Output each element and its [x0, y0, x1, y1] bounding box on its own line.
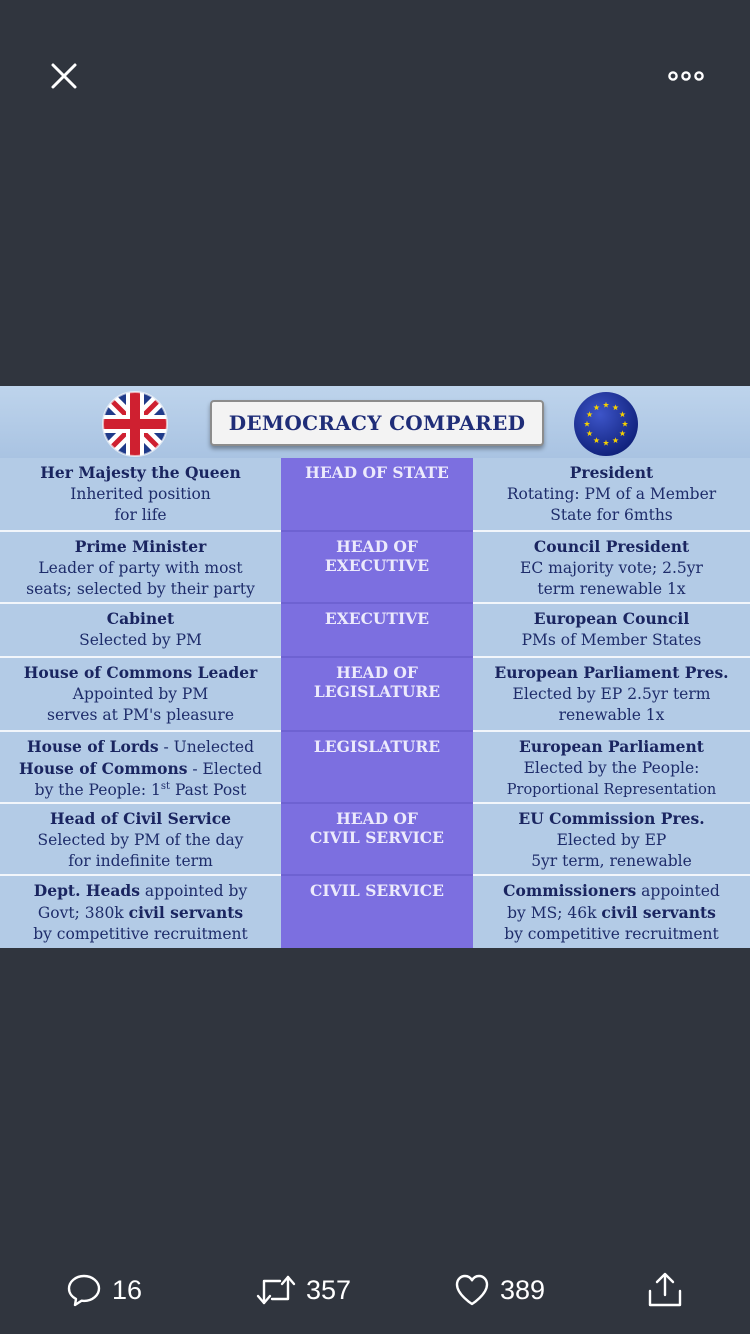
- more-icon: [668, 70, 704, 82]
- eu-detail: appointed: [636, 882, 720, 900]
- eu-detail: by MS; 46k: [507, 904, 602, 922]
- uk-detail: - Unelected: [158, 738, 255, 756]
- eu-cell: [473, 458, 750, 530]
- eu-detail: Proportional Representation: [506, 782, 717, 798]
- uk-cell: [0, 732, 281, 802]
- eu-detail: renewable 1x: [558, 706, 665, 724]
- eu-title: European Parliament Pres.: [494, 663, 729, 682]
- comparison-row-executive: [0, 604, 750, 656]
- uk-cell: [0, 458, 281, 530]
- category-label: [281, 804, 473, 874]
- uk-detail: Selected by PM of the day: [37, 831, 244, 849]
- uk-cell: [0, 658, 281, 730]
- retweet-count: 357: [306, 1274, 352, 1305]
- eu-detail: State for 6mths: [550, 506, 673, 524]
- category-text: LEGISLATURE: [313, 737, 441, 756]
- heart-icon: [454, 1273, 490, 1307]
- eu-cell: [473, 804, 750, 874]
- eu-title: Council President: [533, 537, 690, 556]
- reply-button[interactable]: [66, 1262, 142, 1318]
- eu-detail: by competitive recruitment: [504, 925, 719, 943]
- uk-flag-icon: [101, 390, 169, 458]
- eu-detail: PMs of Member States: [521, 631, 702, 649]
- uk-cell: [0, 532, 281, 602]
- eu-cell: [473, 732, 750, 802]
- uk-detail: by competitive recruitment: [33, 925, 248, 943]
- category-text: HEAD OF: [336, 537, 418, 556]
- like-count: 389: [500, 1274, 546, 1305]
- eu-detail: 5yr term, renewable: [531, 852, 692, 870]
- comparison-row-head-of-civil-service: [0, 804, 750, 874]
- uk-cell: [0, 876, 281, 948]
- uk-detail: for indefinite term: [68, 852, 213, 870]
- comparison-row-civil-service: [0, 876, 750, 948]
- eu-detail: EC majority vote; 2.5yr: [520, 559, 703, 577]
- category-label: [281, 732, 473, 802]
- eu-title: civil servants: [601, 903, 716, 922]
- reply-count: 16: [112, 1274, 143, 1305]
- close-icon: [50, 62, 78, 90]
- eu-title: Commissioners: [503, 881, 637, 900]
- retweet-icon: [256, 1273, 296, 1307]
- category-text: CIVIL SERVICE: [310, 881, 444, 900]
- eu-cell: [473, 658, 750, 730]
- uk-detail: for life: [114, 506, 167, 524]
- category-label: [281, 658, 473, 730]
- eu-detail: Rotating: PM of a Member: [506, 485, 717, 503]
- uk-title: House of Lords: [26, 737, 159, 756]
- uk-detail: Leader of party with most: [38, 559, 243, 577]
- like-button[interactable]: [454, 1262, 545, 1318]
- uk-title: civil servants: [128, 903, 244, 922]
- tweet-image[interactable]: [0, 386, 750, 948]
- uk-title: Prime Minister: [74, 537, 207, 556]
- eu-cell: [473, 532, 750, 602]
- uk-detail: appointed by: [140, 882, 248, 900]
- retweet-button[interactable]: [256, 1262, 351, 1318]
- category-text: HEAD OF: [336, 809, 418, 828]
- uk-detail: seats; selected by their party: [26, 580, 255, 598]
- comparison-row-legislature: [0, 732, 750, 802]
- category-text: CIVIL SERVICE: [310, 828, 444, 847]
- uk-cell: [0, 804, 281, 874]
- category-label: [281, 458, 473, 530]
- uk-detail: Selected by PM: [79, 631, 202, 649]
- eu-detail: Elected by EP: [556, 831, 667, 849]
- eu-detail: Elected by EP 2.5yr term: [512, 685, 711, 703]
- uk-title: Dept. Heads: [33, 881, 140, 900]
- eu-detail: term renewable 1x: [537, 580, 686, 598]
- eu-cell: [473, 876, 750, 948]
- reply-icon: [66, 1272, 102, 1308]
- comparison-row-head-of-executive: [0, 532, 750, 602]
- category-text: LEGISLATURE: [313, 682, 441, 701]
- eu-detail: Elected by the People:: [523, 759, 700, 777]
- close-button[interactable]: [36, 52, 92, 100]
- eu-cell: [473, 604, 750, 656]
- uk-detail: Govt; 380k: [37, 904, 129, 922]
- uk-title: Cabinet: [106, 609, 175, 628]
- uk-detail: Past Post: [170, 781, 247, 799]
- uk-title: Her Majesty the Queen: [40, 463, 241, 482]
- category-label: [281, 532, 473, 602]
- infographic-title: DEMOCRACY COMPARED: [210, 400, 544, 446]
- uk-title: Head of Civil Service: [49, 809, 231, 828]
- uk-detail: Appointed by PM: [72, 685, 209, 703]
- eu-flag-icon: [572, 390, 640, 458]
- comparison-row-head-of-legislature: [0, 658, 750, 730]
- uk-cell: [0, 604, 281, 656]
- share-icon: [646, 1271, 684, 1309]
- uk-title: House of Commons: [19, 759, 188, 778]
- uk-detail: - Elected: [187, 760, 262, 778]
- eu-title: European Council: [533, 609, 690, 628]
- category-text: EXECUTIVE: [324, 609, 430, 628]
- category-label: [281, 604, 473, 656]
- eu-title: EU Commission Pres.: [518, 809, 705, 828]
- category-text: HEAD OF STATE: [305, 463, 449, 482]
- category-text: EXECUTIVE: [324, 556, 430, 575]
- uk-detail: Inherited position: [70, 485, 211, 503]
- eu-title: European Parliament: [519, 737, 704, 756]
- tweet-action-bar: [0, 1262, 750, 1318]
- eu-title: President: [569, 463, 654, 482]
- uk-title: House of Commons Leader: [23, 663, 258, 682]
- share-button[interactable]: [646, 1262, 684, 1318]
- uk-detail: by the People: 1: [34, 781, 161, 799]
- superscript: st: [160, 780, 171, 792]
- category-label: [281, 876, 473, 948]
- category-text: HEAD OF: [336, 663, 418, 682]
- uk-detail: serves at PM's pleasure: [47, 706, 234, 724]
- comparison-row-head-of-state: [0, 458, 750, 530]
- more-options-button[interactable]: [656, 52, 716, 100]
